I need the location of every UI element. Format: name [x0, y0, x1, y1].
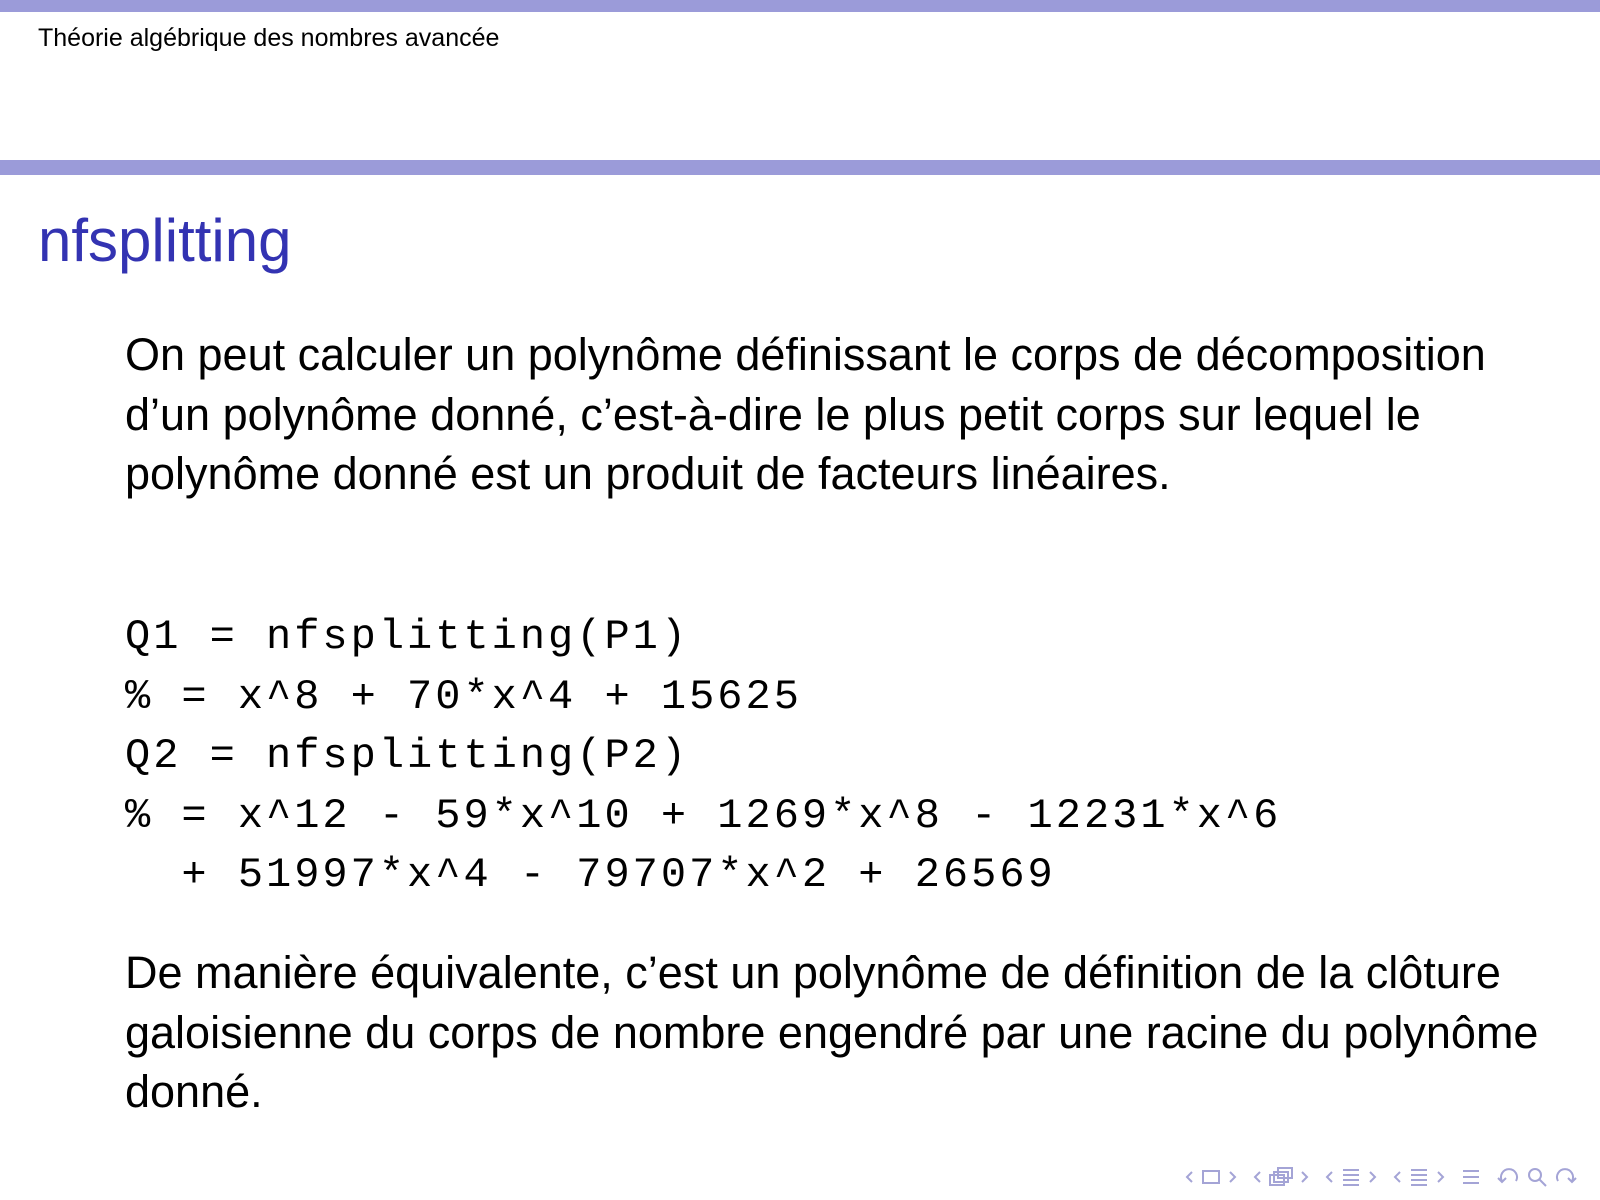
- code-line: Q1 = nfsplitting(P1): [125, 613, 690, 661]
- nav-presentation-icon[interactable]: [1408, 1166, 1430, 1188]
- nav-group-presentation: [1392, 1166, 1446, 1188]
- nav-group-slide: [1184, 1168, 1238, 1186]
- code-line: % = x^12 - 59*x^10 + 1269*x^8 - 12231*x^6: [125, 791, 1282, 840]
- nav-right-icon[interactable]: [1300, 1169, 1310, 1185]
- code-line: % = x^8 + 70*x^4 + 15625: [125, 672, 802, 721]
- nav-group-subsection: [1252, 1166, 1310, 1188]
- nav-search-icon[interactable]: [1526, 1166, 1548, 1188]
- frame-title: nfsplitting: [38, 207, 292, 274]
- nav-right-icon[interactable]: [1436, 1169, 1446, 1185]
- nav-back-icon[interactable]: [1496, 1166, 1520, 1188]
- paragraph-intro: On peut calculer un polynôme définissant le corps de décomposition d’un polynôme donné, c’est-à-dire le plus petit corps sur lequel le polynôme donné est un produit de facteurs linéaires.: [125, 329, 1486, 499]
- nav-right-icon[interactable]: [1228, 1169, 1238, 1185]
- beamer-navigation-bar: [1184, 1164, 1578, 1190]
- nav-left-icon[interactable]: [1392, 1169, 1402, 1185]
- nav-left-icon[interactable]: [1324, 1169, 1334, 1185]
- nav-forward-icon[interactable]: [1554, 1166, 1578, 1188]
- nav-left-icon[interactable]: [1184, 1169, 1194, 1185]
- code-block: [125, 608, 1281, 906]
- presentation-title: Théorie algébrique des nombres avancée: [38, 24, 500, 52]
- nav-subsection-icon[interactable]: [1268, 1166, 1294, 1188]
- nav-left-icon[interactable]: [1252, 1169, 1262, 1185]
- header-top-bar: [0, 0, 1600, 12]
- nav-right-icon[interactable]: [1368, 1169, 1378, 1185]
- nav-group-align: [1460, 1166, 1482, 1188]
- nav-section-icon[interactable]: [1340, 1166, 1362, 1188]
- code-line: + 51997*x^4 - 79707*x^2 + 26569: [125, 851, 1056, 899]
- nav-align-icon[interactable]: [1460, 1166, 1482, 1188]
- nav-frame-icon[interactable]: [1200, 1168, 1222, 1186]
- nav-group-search: [1496, 1166, 1578, 1188]
- code-line: Q2 = nfsplitting(P2): [125, 732, 690, 780]
- paragraph-equivalent: De manière équivalente, c’est un polynôme de définition de la clôture galoisienne du corps de nombre engendré par une racine du polynôme donné.: [125, 947, 1539, 1117]
- nav-group-section: [1324, 1166, 1378, 1188]
- header-rule: [0, 160, 1600, 175]
